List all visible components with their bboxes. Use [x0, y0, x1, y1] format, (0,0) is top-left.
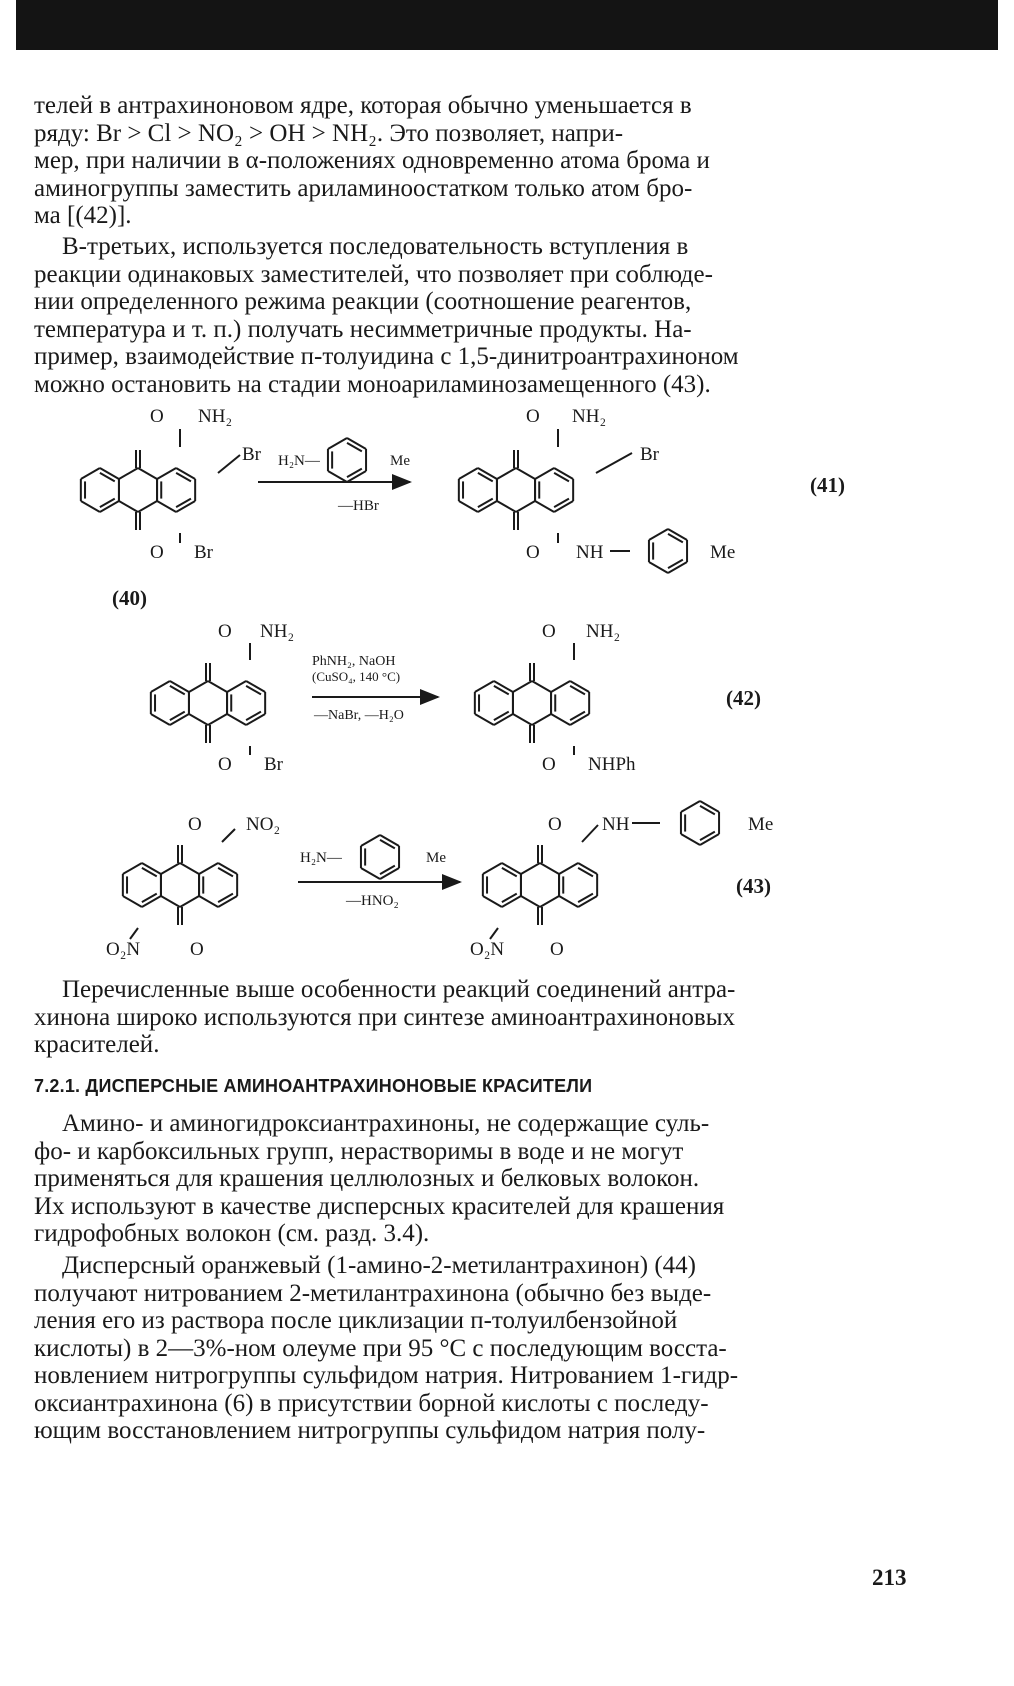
ring-bond	[123, 896, 142, 907]
ring-bond	[516, 501, 535, 512]
reaction-42	[218, 621, 761, 775]
double-bond	[170, 712, 185, 721]
atom-nh2: NH₂	[198, 406, 233, 427]
ring-bond	[521, 896, 540, 907]
double-bond	[380, 866, 395, 875]
reaction-41	[112, 406, 845, 610]
atom-br: Br	[242, 444, 261, 465]
benzene-bond	[328, 471, 347, 482]
atom-o: O	[190, 939, 204, 960]
text-line: получают нитрованием 2-метилантрахинона (обычно без выде-	[34, 1279, 712, 1307]
text-line: можно остановить на стадии моноариламинозамещенного (43).	[34, 370, 711, 398]
double-bond	[578, 894, 593, 903]
ring-bond	[513, 681, 532, 692]
reagent-h2n: H₂N—	[300, 850, 342, 866]
double-bond	[502, 868, 517, 877]
byproduct-hno2: —HNO₂	[346, 893, 399, 909]
atom-o2n: O₂N	[470, 939, 505, 960]
ring-bond	[189, 714, 208, 725]
double-bond	[100, 473, 115, 482]
text-line: Перечисленные выше особенности реакций соединений антра-	[62, 976, 736, 1003]
double-bond	[246, 712, 261, 721]
molecular-structures	[81, 429, 719, 939]
double-bond	[218, 894, 233, 903]
benzene-bond	[361, 835, 380, 846]
ring-bond	[208, 681, 227, 692]
ring-bond	[551, 714, 570, 725]
ring-bond	[497, 501, 516, 512]
ring-bond	[180, 863, 199, 874]
double-bond	[578, 868, 593, 877]
atom-o: O	[550, 939, 564, 960]
equation-label-43: (43)	[736, 874, 771, 898]
ring-bond	[459, 501, 478, 512]
ring-bond	[119, 468, 138, 479]
text-line: температура и т. п.) получать несимметричные продукты. На-	[34, 315, 692, 343]
ring-bond	[151, 714, 170, 725]
reagent-phnh2: PhNH₂, NaOH	[312, 654, 396, 669]
atom-nh2: NH₂	[586, 621, 621, 642]
reaction-schemes-figure	[20, 406, 990, 1050]
reagent-h2n: H₂N—	[278, 453, 320, 469]
paragraph-2	[34, 233, 914, 398]
text-line: Дисперсный оранжевый (1-амино-2-метилантрахинон) (44)	[62, 1252, 696, 1279]
double-bond	[668, 560, 683, 569]
top-black-bar	[16, 0, 998, 50]
atom-nhph: NHPh	[588, 754, 636, 775]
text-line: пример, взаимодействие п-толуидина с 1,5-динитроантрахиноном	[34, 343, 739, 370]
atom-o: O	[548, 814, 562, 835]
byproducts-42: —NaBr, —H₂O	[314, 708, 404, 723]
text-line: мер, при наличии в α-положениях одновременно атома брома и	[34, 147, 710, 174]
ring-bond	[540, 863, 559, 874]
text-line: хинона широко используются при синтезе аминоантрахиноновых	[34, 1003, 736, 1031]
ring-bond	[119, 501, 138, 512]
text-line: гидрофобных волокон (см. разд. 3.4).	[34, 1220, 430, 1247]
ring-bond	[532, 681, 551, 692]
substituent-bond	[218, 455, 240, 473]
double-bond	[380, 840, 395, 849]
substituent-bond	[596, 453, 632, 473]
ring-bond	[199, 863, 218, 874]
atom-o: O	[188, 814, 202, 835]
compound-label-40: (40)	[112, 586, 147, 610]
ring-bond	[475, 714, 494, 725]
ring-bond	[227, 714, 246, 725]
reagent-me: Me	[426, 850, 446, 866]
atom-nh2: NH₂	[260, 621, 295, 642]
double-bond	[170, 686, 185, 695]
double-bond	[700, 832, 715, 841]
substituent-bond	[582, 825, 598, 842]
ring-bond	[189, 681, 208, 692]
double-bond	[554, 473, 569, 482]
double-bond	[700, 806, 715, 815]
benzene-bond	[361, 868, 380, 879]
ring-bond	[513, 714, 532, 725]
ring-bond	[535, 468, 554, 479]
ring-bond	[483, 896, 502, 907]
ring-bond	[459, 468, 478, 479]
substituent-bond	[222, 829, 235, 842]
ring-bond	[475, 681, 494, 692]
atom-o: O	[218, 621, 232, 642]
atom-o: O	[218, 754, 232, 775]
paragraph-3	[34, 976, 914, 1059]
atom-o2n: O₂N	[106, 939, 141, 960]
double-bond	[478, 499, 493, 508]
ring-bond	[540, 896, 559, 907]
double-bond	[554, 499, 569, 508]
double-bond	[176, 499, 191, 508]
page-number: 213	[872, 1565, 907, 1590]
atom-o: O	[150, 406, 164, 427]
text-line: ющим восстановлением нитрогруппы сульфидом натрия полу-	[34, 1417, 706, 1444]
ring-bond	[535, 501, 554, 512]
text-line: красителей.	[34, 1031, 160, 1058]
ring-bond	[483, 863, 502, 874]
ring-bond	[161, 863, 180, 874]
paragraph-1	[34, 92, 914, 230]
double-bond	[100, 499, 115, 508]
double-bond	[502, 894, 517, 903]
ring-bond	[559, 896, 578, 907]
text-line: кислоты) в 2—3%-ном олеуме при 95 °С с последующим восста-	[34, 1334, 727, 1362]
equation-label-41: (41)	[810, 473, 845, 497]
ring-bond	[123, 863, 142, 874]
byproduct-hbr: —HBr	[338, 498, 379, 514]
substituent-bond	[490, 928, 498, 939]
ring-bond	[208, 714, 227, 725]
atom-me: Me	[710, 542, 736, 563]
text-line: применяться для крашения целлюлозных и белковых волокон.	[34, 1165, 700, 1192]
text-line: телей в антрахиноновом ядре, которая обычно уменьшается в	[34, 92, 692, 119]
atom-nh2: NH₂	[572, 406, 607, 427]
ring-bond	[199, 896, 218, 907]
text-line: нии определенного режима реакции (соотношение реагентов,	[34, 288, 692, 315]
ring-bond	[81, 501, 100, 512]
benzene-bond	[649, 562, 668, 573]
atom-o: O	[526, 406, 540, 427]
double-bond	[347, 469, 362, 478]
ring-bond	[151, 681, 170, 692]
reagent-cuso4: (CuSO₄, 140 °C)	[312, 669, 401, 684]
ring-bond	[532, 714, 551, 725]
equation-label-42: (42)	[726, 686, 761, 710]
text-line: В-третьих, используется последовательность вступления в	[62, 233, 689, 260]
ring-bond	[138, 468, 157, 479]
double-bond	[246, 686, 261, 695]
text-line: новлением нитрогруппы сульфидом натрия. Нитрованием 1-гидр-	[34, 1362, 739, 1389]
atom-no2: NO₂	[246, 814, 281, 835]
ring-bond	[81, 468, 100, 479]
atom-br: Br	[264, 754, 283, 775]
benzene-bond	[649, 529, 668, 540]
ring-bond	[516, 468, 535, 479]
text-line: оксиантрахинона (6) в присутствии борной кислоты с последу-	[34, 1389, 709, 1417]
ring-bond	[180, 896, 199, 907]
double-bond	[494, 712, 509, 721]
text-line: Амино- и аминогидроксиантрахиноны, не содержащие суль-	[62, 1110, 710, 1137]
benzene-bond	[681, 834, 700, 845]
atom-o: O	[150, 542, 164, 563]
ring-bond	[551, 681, 570, 692]
double-bond	[218, 868, 233, 877]
text-line: Их используют в качестве дисперсных красителей для крашения	[34, 1192, 725, 1220]
atom-nh: NH	[602, 814, 630, 835]
double-bond	[176, 473, 191, 482]
substituent-bond	[130, 928, 138, 939]
paragraph-4	[34, 1110, 914, 1248]
ring-bond	[157, 468, 176, 479]
atom-o: O	[526, 542, 540, 563]
atom-nh: NH	[576, 542, 604, 563]
double-bond	[570, 712, 585, 721]
text-line: ряду: Br > Cl > NO₂ > OH > NH₂. Это позволяет, напри-	[34, 119, 624, 147]
double-bond	[142, 894, 157, 903]
benzene-bond	[681, 801, 700, 812]
double-bond	[142, 868, 157, 877]
atom-me: Me	[748, 814, 774, 835]
text-line: фо- и карбоксильных групп, нерастворимы в воде и не могут	[34, 1137, 684, 1165]
atom-o: O	[542, 754, 556, 775]
ring-bond	[138, 501, 157, 512]
paragraph-5	[34, 1252, 914, 1445]
ring-bond	[227, 681, 246, 692]
text-line: реакции одинаковых заместителей, что позволяет при соблюде-	[34, 260, 713, 288]
reagent-me: Me	[390, 453, 410, 469]
double-bond	[668, 534, 683, 543]
ring-bond	[157, 501, 176, 512]
double-bond	[494, 686, 509, 695]
section-heading: 7.2.1. ДИСПЕРСНЫЕ АМИНОАНТРАХИНОНОВЫЕ КРАСИТЕЛИ	[34, 1076, 593, 1096]
text-line: ма [(42)].	[34, 202, 132, 229]
ring-bond	[521, 863, 540, 874]
ring-bond	[161, 896, 180, 907]
text-line: ления его из раствора после циклизации п-толуилбензойной	[34, 1307, 678, 1334]
ring-bond	[497, 468, 516, 479]
ring-bond	[559, 863, 578, 874]
double-bond	[347, 443, 362, 452]
benzene-bond	[328, 438, 347, 449]
atom-o: O	[542, 621, 556, 642]
atom-br: Br	[640, 444, 659, 465]
reaction-schemes	[20, 406, 990, 1050]
double-bond	[478, 473, 493, 482]
reaction-43	[106, 814, 773, 960]
text-line: аминогруппы заместить ариламиноостатком только атом бро-	[34, 174, 693, 202]
atom-br: Br	[194, 542, 213, 563]
double-bond	[570, 686, 585, 695]
